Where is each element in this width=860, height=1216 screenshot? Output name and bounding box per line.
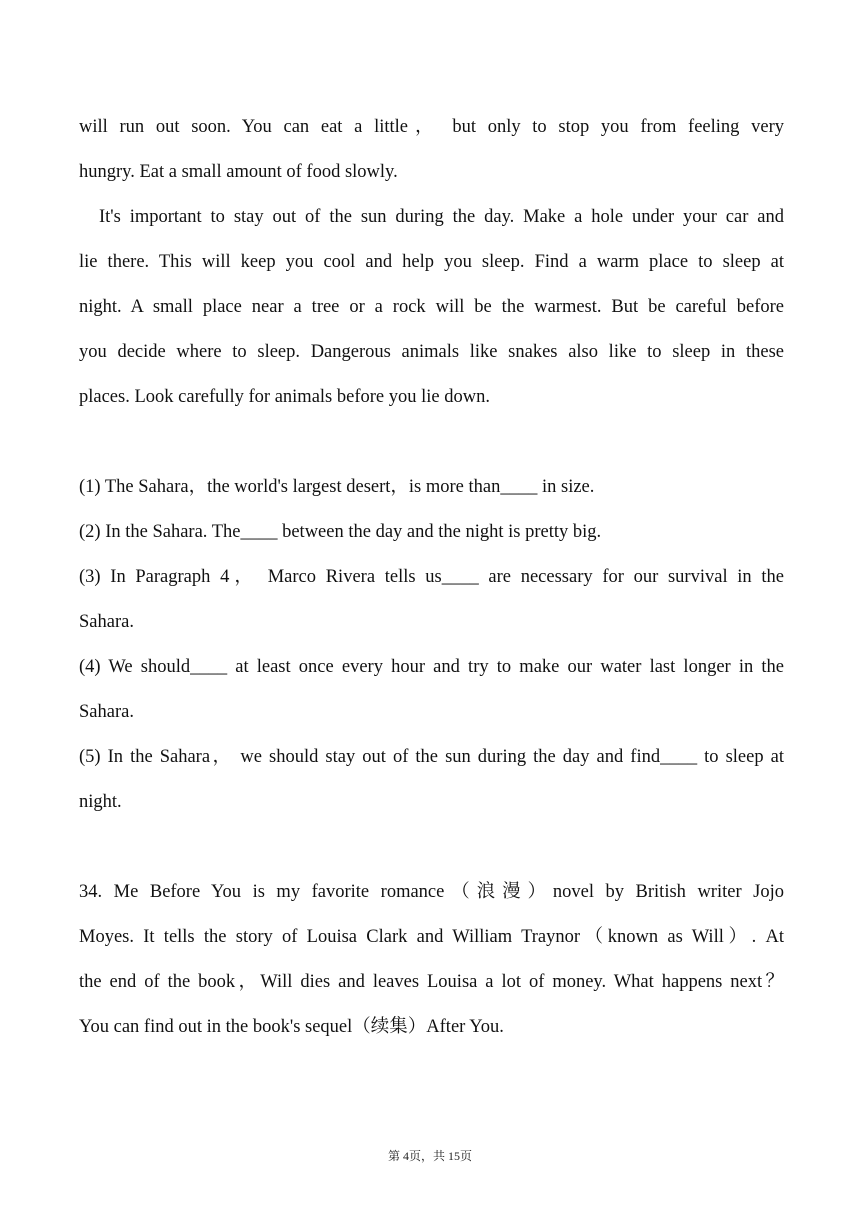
question-3: (3) In Paragraph 4， Marco Rivera tells us____ are necessary for our survival in the bbox=[79, 567, 784, 587]
item-34-line: Moyes. It tells the story of Louisa Clark and William Traynor（known as Will）. At bbox=[79, 927, 784, 947]
question-2: (2) In the Sahara. The____ between the day and the night is pretty big. bbox=[79, 522, 602, 542]
page-content bbox=[79, 105, 784, 1050]
question-4: (4) We should____ at least once every hour and try to make our water last longer in the bbox=[79, 657, 784, 677]
spacer bbox=[79, 825, 784, 870]
question-1: (1) The Sahara，the world's largest desert，is more than____ in size. bbox=[79, 477, 595, 497]
item-34-line: You can find out in the book's sequel（续集）After You. bbox=[79, 1017, 504, 1037]
paragraph-line: It's important to stay out of the sun during the day. Make a hole under your car and bbox=[99, 207, 784, 227]
paragraph-line: lie there. This will keep you cool and help you sleep. Find a warm place to sleep at bbox=[79, 252, 784, 272]
question-4-continued: Sahara. bbox=[79, 702, 134, 722]
passage-line: hungry. Eat a small amount of food slowly. bbox=[79, 162, 398, 182]
question-5-continued: night. bbox=[79, 792, 122, 812]
paragraph-line: you decide where to sleep. Dangerous animals like snakes also like to sleep in these bbox=[79, 342, 784, 362]
spacer bbox=[79, 420, 784, 465]
question-3-continued: Sahara. bbox=[79, 612, 134, 632]
passage-line: will run out soon. You can eat a little， but only to stop you from feeling very bbox=[79, 117, 784, 137]
item-34-line: 34. Me Before You is my favorite romance（浪漫）novel by British writer Jojo bbox=[79, 882, 784, 902]
page-number-footer: 第 4页，共 15页 bbox=[387, 1149, 472, 1163]
paragraph-line: night. A small place near a tree or a rock will be the warmest. But be careful before bbox=[79, 297, 784, 317]
item-34-line: the end of the book，Will dies and leaves Louisa a lot of money. What happens next？ bbox=[79, 972, 784, 992]
question-5: (5) In the Sahara， we should stay out of the sun during the day and find____ to sleep at bbox=[79, 747, 784, 767]
paragraph-line: places. Look carefully for animals before you lie down. bbox=[79, 387, 490, 407]
